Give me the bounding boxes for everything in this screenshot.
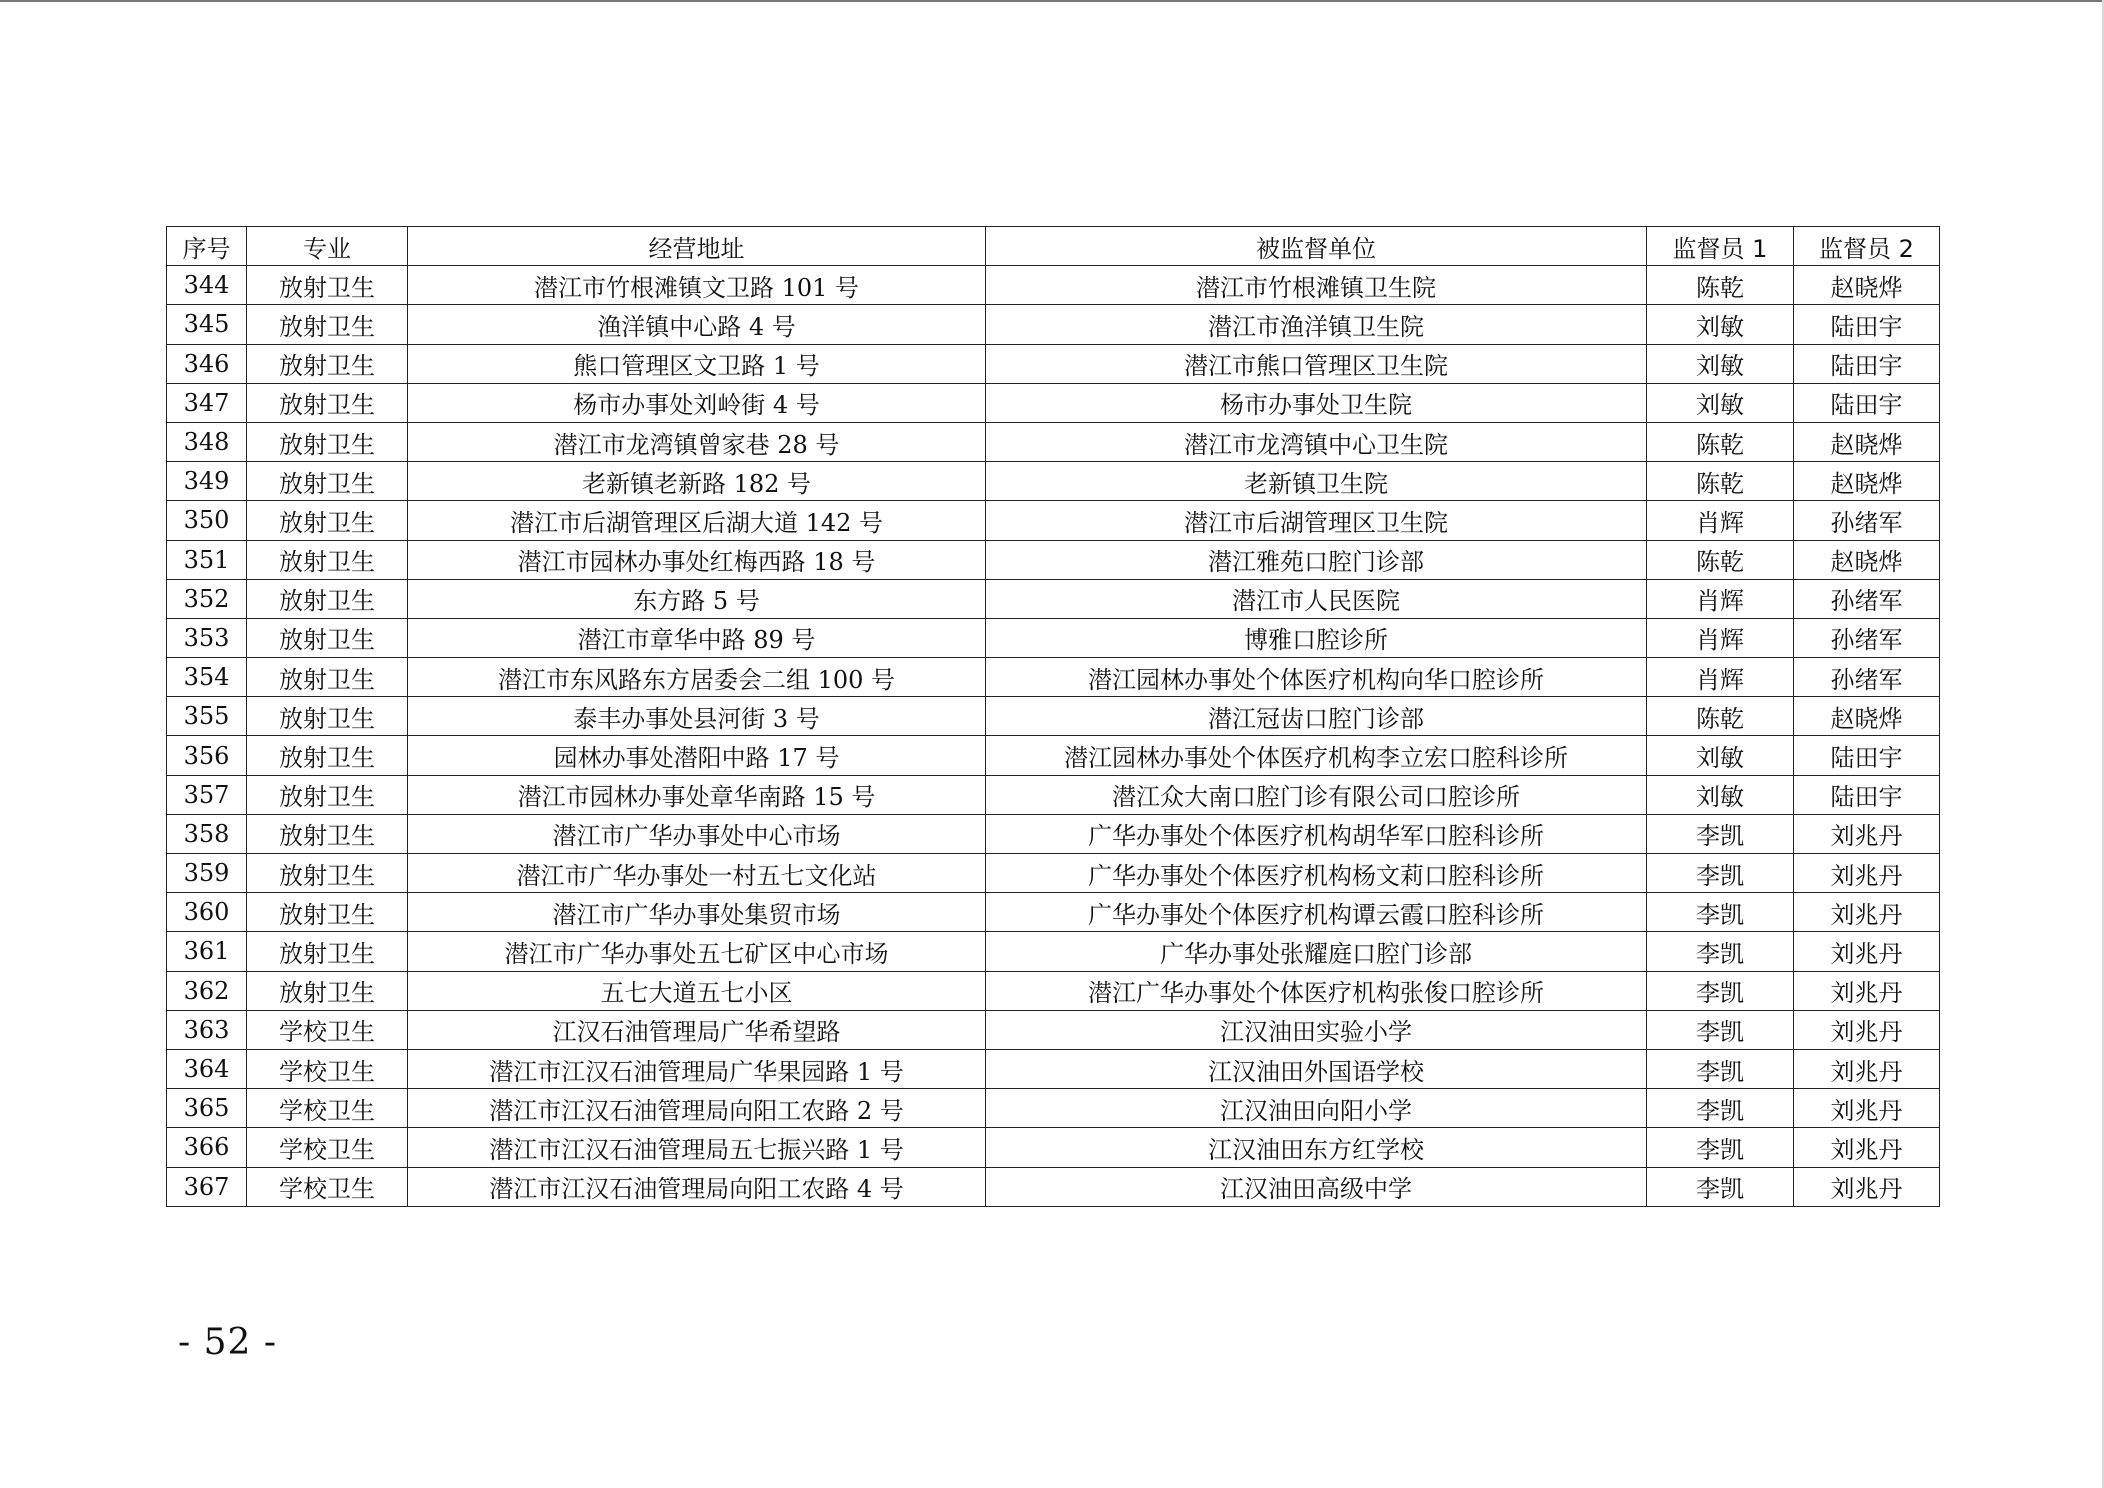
cell-inspector-1: 李凯 xyxy=(1647,971,1794,1010)
cell-business-address: 潜江市后湖管理区后湖大道 142 号 xyxy=(408,501,986,540)
cell-specialty: 放射卫生 xyxy=(247,618,408,657)
cell-supervised-unit: 江汉油田外国语学校 xyxy=(986,1049,1647,1088)
table-row xyxy=(167,305,1940,344)
cell-inspector-2: 陆田宇 xyxy=(1794,305,1940,344)
cell-supervised-unit: 老新镇卫生院 xyxy=(986,462,1647,501)
cell-inspector-1: 刘敏 xyxy=(1647,344,1794,383)
cell-business-address: 潜江市江汉石油管理局广华果园路 1 号 xyxy=(408,1049,986,1088)
table-row xyxy=(167,462,1940,501)
cell-supervised-unit: 潜江众大南口腔门诊有限公司口腔诊所 xyxy=(986,775,1647,814)
cell-inspector-1: 李凯 xyxy=(1647,1089,1794,1128)
cell-business-address: 潜江市广华办事处中心市场 xyxy=(408,814,986,853)
cell-supervised-unit: 潜江市渔洋镇卫生院 xyxy=(986,305,1647,344)
cell-specialty: 放射卫生 xyxy=(247,854,408,893)
cell-specialty: 放射卫生 xyxy=(247,266,408,305)
table-row xyxy=(167,266,1940,305)
cell-serial-number: 347 xyxy=(167,383,247,422)
cell-supervised-unit: 广华办事处个体医疗机构杨文莉口腔科诊所 xyxy=(986,854,1647,893)
header-specialty: 专业 xyxy=(247,227,408,266)
table-row xyxy=(167,775,1940,814)
cell-business-address: 渔洋镇中心路 4 号 xyxy=(408,305,986,344)
cell-supervised-unit: 潜江市竹根滩镇卫生院 xyxy=(986,266,1647,305)
table-row xyxy=(167,971,1940,1010)
cell-business-address: 潜江市江汉石油管理局向阳工农路 2 号 xyxy=(408,1089,986,1128)
cell-inspector-2: 刘兆丹 xyxy=(1794,893,1940,932)
cell-specialty: 放射卫生 xyxy=(247,775,408,814)
table-row xyxy=(167,697,1940,736)
cell-serial-number: 364 xyxy=(167,1049,247,1088)
cell-serial-number: 346 xyxy=(167,344,247,383)
cell-inspector-2: 刘兆丹 xyxy=(1794,932,1940,971)
table-row xyxy=(167,932,1940,971)
header-inspector-1: 监督员 1 xyxy=(1647,227,1794,266)
cell-business-address: 园林办事处潜阳中路 17 号 xyxy=(408,736,986,775)
cell-specialty: 学校卫生 xyxy=(247,1010,408,1049)
cell-supervised-unit: 江汉油田向阳小学 xyxy=(986,1089,1647,1128)
cell-inspector-1: 李凯 xyxy=(1647,854,1794,893)
cell-inspector-2: 孙绪军 xyxy=(1794,658,1940,697)
cell-inspector-1: 李凯 xyxy=(1647,814,1794,853)
cell-business-address: 潜江市龙湾镇曾家巷 28 号 xyxy=(408,422,986,461)
table-row xyxy=(167,893,1940,932)
cell-serial-number: 365 xyxy=(167,1089,247,1128)
cell-specialty: 放射卫生 xyxy=(247,658,408,697)
cell-inspector-1: 李凯 xyxy=(1647,1167,1794,1206)
cell-supervised-unit: 潜江冠齿口腔门诊部 xyxy=(986,697,1647,736)
cell-supervised-unit: 广华办事处张耀庭口腔门诊部 xyxy=(986,932,1647,971)
cell-supervised-unit: 潜江园林办事处个体医疗机构李立宏口腔科诊所 xyxy=(986,736,1647,775)
cell-serial-number: 361 xyxy=(167,932,247,971)
cell-inspector-1: 肖辉 xyxy=(1647,501,1794,540)
cell-specialty: 放射卫生 xyxy=(247,305,408,344)
cell-serial-number: 349 xyxy=(167,462,247,501)
cell-inspector-2: 孙绪军 xyxy=(1794,579,1940,618)
cell-specialty: 放射卫生 xyxy=(247,932,408,971)
cell-business-address: 泰丰办事处县河街 3 号 xyxy=(408,697,986,736)
table-row xyxy=(167,814,1940,853)
cell-inspector-1: 刘敏 xyxy=(1647,383,1794,422)
header-inspector-2: 监督员 2 xyxy=(1794,227,1940,266)
table-row xyxy=(167,422,1940,461)
cell-inspector-2: 陆田宇 xyxy=(1794,344,1940,383)
cell-business-address: 五七大道五七小区 xyxy=(408,971,986,1010)
cell-inspector-2: 赵晓烨 xyxy=(1794,422,1940,461)
table-row xyxy=(167,579,1940,618)
cell-serial-number: 363 xyxy=(167,1010,247,1049)
cell-business-address: 老新镇老新路 182 号 xyxy=(408,462,986,501)
cell-inspector-1: 李凯 xyxy=(1647,1128,1794,1167)
cell-serial-number: 355 xyxy=(167,697,247,736)
cell-supervised-unit: 潜江园林办事处个体医疗机构向华口腔诊所 xyxy=(986,658,1647,697)
cell-inspector-2: 刘兆丹 xyxy=(1794,1010,1940,1049)
cell-inspector-1: 肖辉 xyxy=(1647,618,1794,657)
cell-serial-number: 359 xyxy=(167,854,247,893)
table-row xyxy=(167,1010,1940,1049)
table-row xyxy=(167,501,1940,540)
cell-specialty: 放射卫生 xyxy=(247,462,408,501)
cell-supervised-unit: 江汉油田东方红学校 xyxy=(986,1128,1647,1167)
cell-serial-number: 350 xyxy=(167,501,247,540)
cell-inspector-2: 陆田宇 xyxy=(1794,736,1940,775)
cell-inspector-1: 刘敏 xyxy=(1647,305,1794,344)
cell-serial-number: 345 xyxy=(167,305,247,344)
cell-inspector-2: 孙绪军 xyxy=(1794,501,1940,540)
cell-inspector-1: 肖辉 xyxy=(1647,579,1794,618)
cell-specialty: 放射卫生 xyxy=(247,344,408,383)
cell-business-address: 潜江市广华办事处五七矿区中心市场 xyxy=(408,932,986,971)
cell-specialty: 放射卫生 xyxy=(247,697,408,736)
cell-serial-number: 358 xyxy=(167,814,247,853)
cell-inspector-2: 刘兆丹 xyxy=(1794,854,1940,893)
cell-business-address: 潜江市广华办事处集贸市场 xyxy=(408,893,986,932)
table-row xyxy=(167,854,1940,893)
cell-supervised-unit: 广华办事处个体医疗机构谭云霞口腔科诊所 xyxy=(986,893,1647,932)
cell-specialty: 放射卫生 xyxy=(247,540,408,579)
cell-supervised-unit: 潜江市后湖管理区卫生院 xyxy=(986,501,1647,540)
cell-supervised-unit: 潜江市人民医院 xyxy=(986,579,1647,618)
cell-inspector-2: 刘兆丹 xyxy=(1794,1049,1940,1088)
cell-serial-number: 356 xyxy=(167,736,247,775)
cell-inspector-2: 赵晓烨 xyxy=(1794,266,1940,305)
cell-inspector-1: 刘敏 xyxy=(1647,736,1794,775)
cell-supervised-unit: 江汉油田实验小学 xyxy=(986,1010,1647,1049)
table-row xyxy=(167,1049,1940,1088)
cell-inspector-2: 陆田宇 xyxy=(1794,775,1940,814)
cell-business-address: 江汉石油管理局广华希望路 xyxy=(408,1010,986,1049)
cell-serial-number: 344 xyxy=(167,266,247,305)
header-supervised-unit: 被监督单位 xyxy=(986,227,1647,266)
table-body xyxy=(167,266,1940,1207)
cell-serial-number: 360 xyxy=(167,893,247,932)
table-row xyxy=(167,736,1940,775)
table-row xyxy=(167,344,1940,383)
table-row xyxy=(167,1128,1940,1167)
cell-business-address: 潜江市江汉石油管理局向阳工农路 4 号 xyxy=(408,1167,986,1206)
cell-inspector-1: 陈乾 xyxy=(1647,540,1794,579)
cell-inspector-1: 肖辉 xyxy=(1647,658,1794,697)
cell-specialty: 放射卫生 xyxy=(247,971,408,1010)
cell-inspector-2: 刘兆丹 xyxy=(1794,1167,1940,1206)
cell-business-address: 杨市办事处刘岭街 4 号 xyxy=(408,383,986,422)
cell-inspector-1: 李凯 xyxy=(1647,893,1794,932)
cell-business-address: 潜江市广华办事处一村五七文化站 xyxy=(408,854,986,893)
cell-specialty: 放射卫生 xyxy=(247,736,408,775)
cell-specialty: 放射卫生 xyxy=(247,814,408,853)
cell-inspector-1: 李凯 xyxy=(1647,1049,1794,1088)
cell-supervised-unit: 潜江雅苑口腔门诊部 xyxy=(986,540,1647,579)
cell-serial-number: 354 xyxy=(167,658,247,697)
cell-supervised-unit: 潜江广华办事处个体医疗机构张俊口腔诊所 xyxy=(986,971,1647,1010)
cell-supervised-unit: 潜江市熊口管理区卫生院 xyxy=(986,344,1647,383)
cell-inspector-1: 陈乾 xyxy=(1647,266,1794,305)
cell-inspector-2: 刘兆丹 xyxy=(1794,1089,1940,1128)
cell-supervised-unit: 博雅口腔诊所 xyxy=(986,618,1647,657)
cell-inspector-1: 刘敏 xyxy=(1647,775,1794,814)
top-border-line xyxy=(0,0,2104,2)
table-row xyxy=(167,540,1940,579)
cell-serial-number: 362 xyxy=(167,971,247,1010)
cell-business-address: 潜江市江汉石油管理局五七振兴路 1 号 xyxy=(408,1128,986,1167)
cell-inspector-2: 刘兆丹 xyxy=(1794,971,1940,1010)
cell-serial-number: 348 xyxy=(167,422,247,461)
cell-serial-number: 351 xyxy=(167,540,247,579)
cell-specialty: 放射卫生 xyxy=(247,579,408,618)
cell-specialty: 学校卫生 xyxy=(247,1167,408,1206)
table-row xyxy=(167,383,1940,422)
cell-inspector-2: 孙绪军 xyxy=(1794,618,1940,657)
cell-supervised-unit: 江汉油田高级中学 xyxy=(986,1167,1647,1206)
cell-specialty: 学校卫生 xyxy=(247,1049,408,1088)
cell-inspector-2: 赵晓烨 xyxy=(1794,462,1940,501)
cell-inspector-1: 陈乾 xyxy=(1647,422,1794,461)
cell-business-address: 潜江市东风路东方居委会二组 100 号 xyxy=(408,658,986,697)
cell-inspector-1: 李凯 xyxy=(1647,1010,1794,1049)
cell-supervised-unit: 广华办事处个体医疗机构胡华军口腔科诊所 xyxy=(986,814,1647,853)
cell-inspector-2: 刘兆丹 xyxy=(1794,814,1940,853)
cell-inspector-2: 刘兆丹 xyxy=(1794,1128,1940,1167)
cell-inspector-2: 赵晓烨 xyxy=(1794,540,1940,579)
cell-business-address: 潜江市章华中路 89 号 xyxy=(408,618,986,657)
table-row xyxy=(167,658,1940,697)
cell-inspector-1: 李凯 xyxy=(1647,932,1794,971)
cell-specialty: 学校卫生 xyxy=(247,1089,408,1128)
header-business-address: 经营地址 xyxy=(408,227,986,266)
cell-business-address: 潜江市竹根滩镇文卫路 101 号 xyxy=(408,266,986,305)
header-serial-number: 序号 xyxy=(167,227,247,266)
cell-serial-number: 367 xyxy=(167,1167,247,1206)
cell-serial-number: 353 xyxy=(167,618,247,657)
cell-supervised-unit: 潜江市龙湾镇中心卫生院 xyxy=(986,422,1647,461)
cell-business-address: 潜江市园林办事处红梅西路 18 号 xyxy=(408,540,986,579)
cell-specialty: 放射卫生 xyxy=(247,501,408,540)
cell-specialty: 放射卫生 xyxy=(247,422,408,461)
cell-specialty: 放射卫生 xyxy=(247,383,408,422)
cell-specialty: 学校卫生 xyxy=(247,1128,408,1167)
cell-serial-number: 357 xyxy=(167,775,247,814)
cell-supervised-unit: 杨市办事处卫生院 xyxy=(986,383,1647,422)
cell-inspector-2: 赵晓烨 xyxy=(1794,697,1940,736)
cell-inspector-1: 陈乾 xyxy=(1647,462,1794,501)
cell-inspector-1: 陈乾 xyxy=(1647,697,1794,736)
table-header-row xyxy=(167,227,1940,266)
cell-inspector-2: 陆田宇 xyxy=(1794,383,1940,422)
cell-serial-number: 366 xyxy=(167,1128,247,1167)
table-row xyxy=(167,618,1940,657)
table-row xyxy=(167,1089,1940,1128)
cell-specialty: 放射卫生 xyxy=(247,893,408,932)
supervision-roster-table xyxy=(166,226,1940,1207)
table-row xyxy=(167,1167,1940,1206)
cell-business-address: 潜江市园林办事处章华南路 15 号 xyxy=(408,775,986,814)
page-number: - 52 - xyxy=(178,1322,278,1363)
cell-serial-number: 352 xyxy=(167,579,247,618)
cell-business-address: 熊口管理区文卫路 1 号 xyxy=(408,344,986,383)
cell-business-address: 东方路 5 号 xyxy=(408,579,986,618)
